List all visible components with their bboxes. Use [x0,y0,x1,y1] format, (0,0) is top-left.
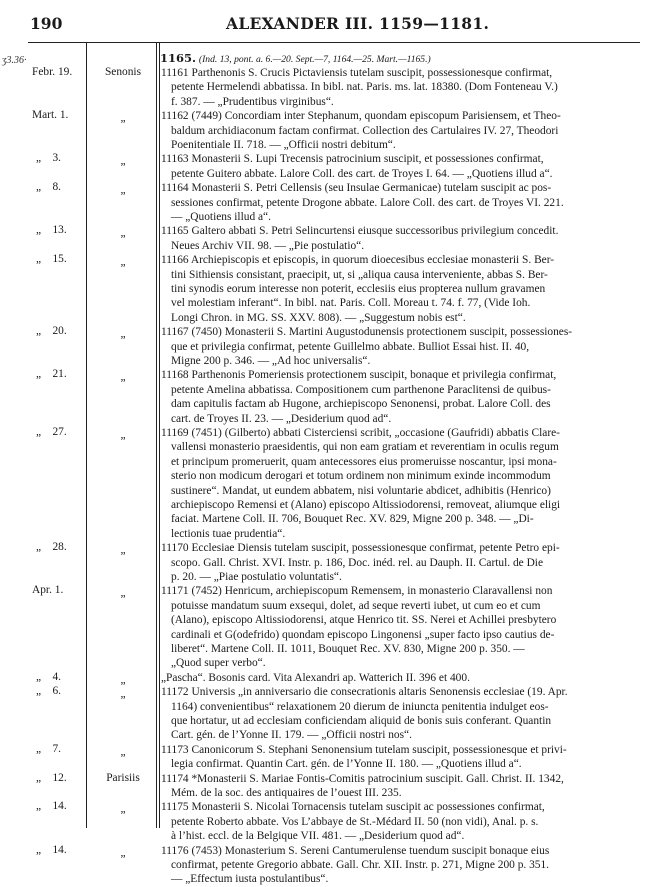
entry-date: „ 4. [36,670,61,683]
entry-line: 11163 Monasterii S. Lupi Trecensis patrocinium suscipit, et possessiones confirmat, [161,153,544,166]
entry-date: „ 14. [36,843,67,856]
entry-line: petente Amelina abbatissa. Compositionem cum parthenone Paraclitensi de quibus- [171,383,551,396]
entry-line: petente Guitero abbate. Lalore Coll. des cart. de Troyes I. 64. — „Quotiens illud a“. [171,167,553,180]
entry-line: que et privilegia confirmat, petente Guillelmo abbate. Bulliot Essai hist. II. 40, [171,340,530,353]
entry-place: Parisiis [106,771,140,784]
register-entry [161,152,636,181]
entry-date: Mart. 1. [32,109,69,122]
register-entry [161,541,636,584]
entry-line: vallensi monasterio praesidentis, qui non eam gratiam et reverentiam in oculis regum [171,441,559,454]
entry-line: 11169 (7451) (Gilberto) abbati Cisterciensi scribit, „occasione (Gaufridi) abbatis Clare- [161,427,560,439]
year-label: 1165. [160,51,197,65]
entry-place: „ [120,227,126,240]
entry-line: Longi Chron. in MG. SS. XXV. 808). — „Suggestum nobis est“. [171,311,466,324]
entry-line: lectionis tuae prudentia“. [171,527,286,540]
entry-line: petente Hermelendi abbatissa. In bibl. nat. Paris. ms. lat. 18380. (Dom Fonteneau V.) [171,81,558,94]
entry-line: que hortatur, ut ad ecclesiam conficiendam aliquid de bonis suis conferant. Quantin [171,715,552,727]
entry-line: (Alano), episcopo Altissiodorensi, atque Henrico tit. SS. Nerei et Achillei presbytero [171,614,557,627]
entry-line: dam capitulis factam ab Hugone, archiepiscopo Senonensi, probat. Lalore Coll. des [171,398,551,411]
entry-line: petente Roberto abbate. Vos L’abbaye de St.-Médard II. 50 (non vidi), Anal. p. s. [171,815,539,828]
entry-place: „ [120,673,126,686]
entry-date: Febr. 19. [32,66,73,78]
entry-line: et principum promeruerit, quam antecessores eius promeruisse noscantur, ipsi mona- [171,455,557,468]
entry-place: „ [120,112,126,125]
entry-line: 11165 Galtero abbati S. Petri Selincurtensi eiusque successoribus privilegium concedit. [161,225,559,238]
entry-line: à l’hist. eccl. de la Belgique VII. 481. — „Desiderium quod ad“. [171,830,465,843]
entry-line: p. 20. — „Piae postulatio voluntatis“. [171,571,342,583]
entry-place: „ [120,256,126,269]
register-entry [161,224,636,253]
register-entry [161,800,636,843]
entry-line: Neues Archiv VII. 98. — „Pie postulatio“. [171,239,365,252]
entry-line: 11171 (7452) Henricum, archiepiscopum Remensem, in monasterio Claravallensi non [161,585,553,598]
entry-line: 11161 Parthenonis S. Crucis Pictaviensis tutelam suscipit, possessionesque confirmat, [161,67,553,79]
entry-line: vel molestiam inferant“. In bibl. nat. Paris. Coll. Moreau t. 74. f. 77, (Vide Ioh. [171,297,531,310]
register-entry [161,66,636,109]
entry-line: 11174 *Monasterii S. Mariae Fontis-Comitis patrocinium suscipit. Gall. Christ. II. 1342, [161,772,564,785]
register-entry [161,325,636,368]
entry-line: 11172 Universis „in anniversario die consecrationis altaris Senonensis ecclesiae (19. Apr. [161,686,568,699]
entry-place: „ [120,155,126,168]
entry-line: sessiones confirmat, petente Drogone abbate. Lalore Coll. des cart. de Troyes VI. 221. [171,196,564,209]
entry-place: „ [120,328,126,341]
register-entry [161,772,636,801]
running-title: ALEXANDER III. 1159—1181. [226,14,490,33]
register-entry [161,685,636,743]
entry-line: faciat. Martene Coll. II. 706, Bouquet Rec. XV. 829, Migne 200 p. 348. — „Di- [171,513,534,526]
entry-date: „ 27. [36,426,67,438]
entry-place: „ [120,846,126,859]
entry-place: Senonis [104,66,142,78]
entry-line: sustinere“. Mandat, ut eundem abbatem, nisi voluntarie abdicet, adhibitis (Henrico) [171,484,551,497]
register-entry [161,426,636,541]
entry-date: „ 7. [36,742,61,755]
entry-line: sterio non modicum derogari et totum ordinem non minimum exinde incommodum [171,470,551,483]
entry-place: „ [120,745,126,758]
entry-line: archiepiscopo Remensi et (Alano) episcopo Altissiodorensi, removeat, aliumque eligi [171,499,561,512]
entry-line: tini Sithiensis consistant, praecipit, ut, si „aliqua causa interveniente, abbas S. Ber- [171,268,548,281]
entry-date: „ 8. [36,181,61,194]
entry-line: 11173 Canonicorum S. Stephani Senonensium tutelam suscipit, possessionesque et privi- [161,743,567,756]
entry-line: f. 387. — „Prudentibus virginibus“. [171,95,334,108]
register-entry [161,671,636,685]
entry-line: „Pascha“. Bosonis card. Vita Alexandri ap. Watterich II. 396 et 400. [161,671,470,684]
entry-line: „Quod super verbo“. [171,657,266,670]
entry-date: „ 15. [36,253,67,266]
column-rule-left [86,43,87,828]
year-header [160,51,431,65]
entry-date: „ 20. [36,325,67,338]
entry-line: 11162 (7449) Concordiam inter Stephanum, quondam episcopum Parisiensem, et Theo- [161,110,561,123]
entry-line: Cart. gén. de l’Yonne II. 179. — „Officii nostri nos“. [171,729,412,742]
register-entry [161,181,636,224]
register-entry [161,743,636,772]
register-entry [161,368,636,426]
entry-line: — „Quotiens illud a“. [171,211,271,223]
running-header [0,14,650,38]
entry-place: „ [120,688,126,701]
page-number: 190 [30,14,63,33]
entry-line: cardinali et G(odefrido) quondam episcopo Lingonensi „super facto ipso cautius de- [171,628,555,641]
entry-line: cart. de Troyes II. 23. — „Desiderium quod ad“. [171,412,392,425]
indiction-label: (Ind. 13, pont. a. 6.—20. Sept.—7, 1164.—25. Mart.—1165.) [198,54,431,65]
entry-line: 1164) convenientibus“ relaxationem 20 dierum de iniuncta penitentia indulget eos- [171,700,549,713]
entry-line: confirmat, petente Gregorio abbate. Gall. Chr. XII. Instr. p. 271, Migne 200 p. 351. [171,859,550,871]
entry-place: „ [120,429,126,441]
entry-line: tini synodis eorum interesse non poterit, ecclesiis eius propterea nullum gravamen [171,283,546,295]
entry-line: 11175 Monasterii S. Nicolai Tornacensis tutelam suscipit ac possessiones confirmat, [161,801,545,814]
register-entry [161,844,636,887]
entry-date: „ 28. [36,541,67,554]
entry-line: scopo. Gall. Christ. XVI. Instr. p. 186, Doc. inéd. rel. au Dauph. II. Cartul. de Die [171,556,544,569]
register-entry [161,109,636,152]
entry-line: 11176 (7453) Monasterium S. Sereni Cantumerulense tuendum suscipit bonaque eius [161,844,550,857]
entry-line: Poenitentiale II. 718. — „Officii nostri debitum“. [171,139,396,151]
entry-date: Apr. 1. [32,584,64,597]
entry-place: „ [120,544,126,557]
entry-line: Mém. de la soc. des antiquaires de l’ouest III. 235. [171,787,402,799]
margin-note: ʒ3.36· [2,55,27,66]
entry-line: 11167 (7450) Monasterii S. Martini Augustodunensis protectionem suscipit, possessiones- [161,326,573,339]
entry-line: potuisse mandatum suum exsequi, dolet, ad seque reverti iubet, ut cum eo et cum [171,599,541,612]
entry-date: „ 14. [36,800,67,813]
entry-line: liberet“. Martene Coll. II. 1011, Bouquet Rec. XV. 830, Migne 200 p. 350. — [171,643,525,656]
entry-line: 11166 Archiepiscopis et episcopis, in quorum dioecesibus ecclesiae monasterii S. Ber- [161,254,555,267]
entry-date: „ 3. [36,152,61,165]
header-rule [28,42,640,43]
entry-date: „ 6. [36,685,61,698]
entry-date: „ 21. [36,368,67,381]
entry-line: 11170 Ecclesiae Diensis tutelam suscipit, possessionesque confirmat, petente Petro epi- [161,542,560,555]
register-entry [161,584,636,670]
entry-line: baldum archidiaconum factam confirmat. Collection des Cartulaires IV. 27, Theodori [171,124,559,137]
register-entry [161,253,636,325]
entry-place: „ [120,803,126,816]
entry-place: „ [120,587,126,600]
entry-place: „ [120,371,126,384]
column-rule-right-double [159,43,160,828]
entry-date: „ 12. [36,771,67,784]
entry-date: „ 13. [36,224,67,237]
entry-line: 11164 Monasterii S. Petri Cellensis (seu Insulae Germanicae) tutelam suscipit ac pos- [161,182,552,195]
entry-line: legia confirmat. Quantin Cart. gén. de l’Yonne II. 180. — „Quotiens illud a“. [171,758,522,771]
entry-line: Migne 200 p. 346. — „Ad hoc universalis“. [171,355,371,367]
entry-line: — „Effectum iusta postulantibus“. [171,873,329,886]
entry-place: „ [120,184,126,197]
entry-line: 11168 Parthenonis Pomeriensis protectionem suscipit, bonaque et privilegia confirmat, [161,369,557,382]
column-rule-right [156,43,157,828]
